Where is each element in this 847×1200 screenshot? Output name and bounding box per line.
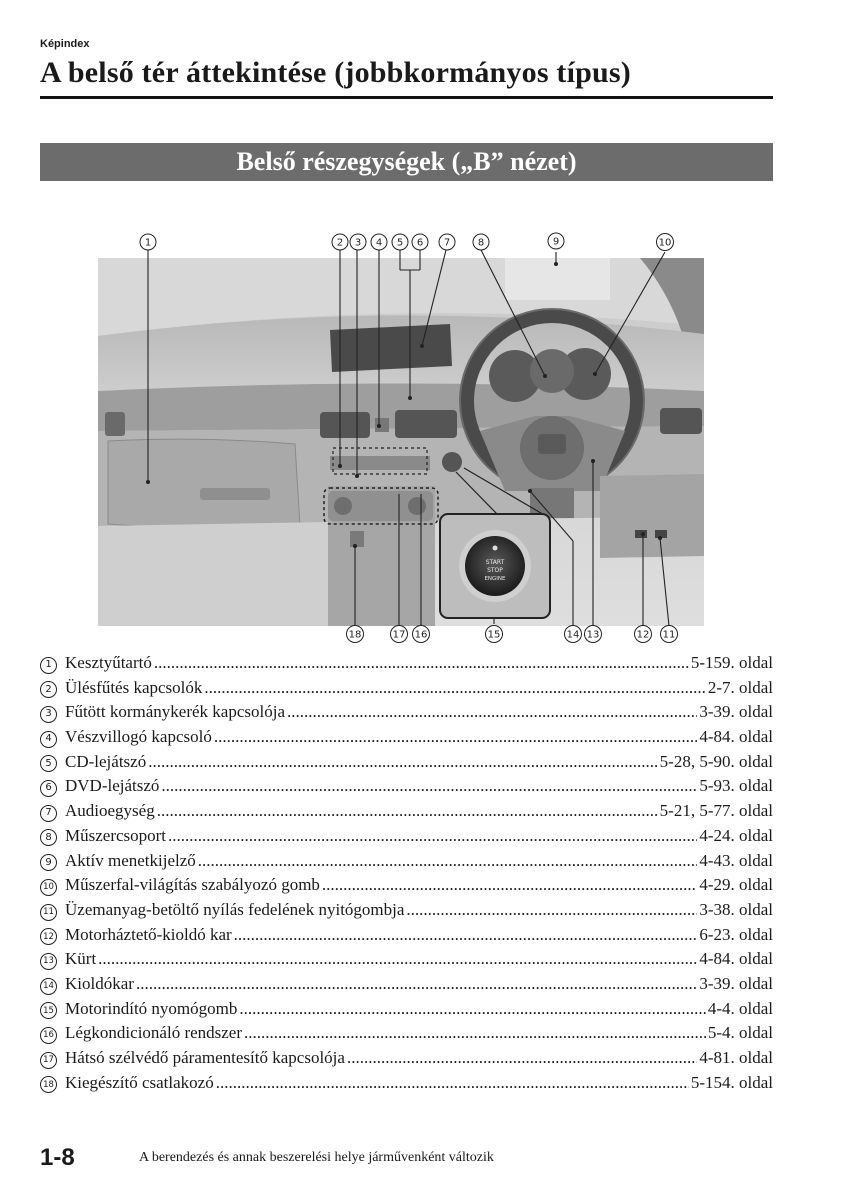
- list-item: [40, 700, 773, 725]
- svg-text:13: 13: [586, 629, 600, 641]
- callout-6: [412, 234, 428, 250]
- list-item: [40, 824, 773, 849]
- item-number: 14: [40, 978, 57, 995]
- dot-leader: [204, 676, 705, 701]
- list-item: [40, 799, 773, 824]
- button-label-stop: STOP: [487, 567, 503, 574]
- title-rule: [40, 96, 773, 99]
- dashboard-drawing: [40, 226, 773, 650]
- list-item: [40, 947, 773, 972]
- item-page-ref: 4-29. oldal: [699, 875, 773, 895]
- item-page-ref: 4-81. oldal: [699, 1048, 773, 1067]
- callout-9: [548, 233, 564, 249]
- dot-leader: [136, 972, 697, 997]
- button-label-start: START: [485, 559, 505, 566]
- item-number: 3: [40, 706, 57, 723]
- svg-text:14: 14: [566, 629, 580, 641]
- dot-leader: [168, 824, 697, 849]
- footer-note: A berendezés és annak beszerelési helye járművenként változik: [139, 1150, 494, 1165]
- item-name: Motorháztető-kioldó kar: [65, 924, 232, 944]
- hazard-switch: [375, 418, 389, 432]
- item-name: CD-lejátszó: [65, 751, 147, 771]
- item-number: 9: [40, 854, 57, 871]
- list-item: [40, 972, 773, 997]
- item-number: 7: [40, 805, 57, 822]
- button-label-engine: ENGINE: [484, 576, 506, 582]
- dot-leader: [234, 923, 698, 948]
- callout-15: [486, 626, 503, 643]
- list-item: [40, 923, 773, 948]
- item-page-ref: 5-93. oldal: [699, 776, 773, 796]
- item-name: DVD-lejátszó: [65, 776, 160, 796]
- item-page-ref: 4-24. oldal: [699, 825, 773, 845]
- item-page-ref: 4-84. oldal: [699, 949, 773, 969]
- item-page-ref: 4-4. oldal: [707, 998, 773, 1018]
- item-number: 4: [40, 731, 57, 748]
- item-name: Kiegészítő csatlakozó: [65, 1072, 214, 1092]
- item-name: Műszercsoport: [65, 825, 167, 845]
- svg-text:7: 7: [443, 237, 451, 249]
- svg-text:2: 2: [336, 237, 344, 249]
- item-page-ref: 5-159. oldal: [690, 653, 773, 672]
- svg-text:16: 16: [414, 629, 428, 641]
- callout-7: [439, 234, 455, 250]
- list-item: [40, 1046, 773, 1071]
- item-number: 15: [40, 1002, 57, 1019]
- svg-text:6: 6: [416, 237, 424, 249]
- svg-text:1: 1: [144, 237, 152, 249]
- callout-5: [392, 234, 408, 250]
- item-page-ref: 3-39. oldal: [699, 973, 773, 993]
- dot-leader: [239, 997, 705, 1022]
- display-screen: [330, 324, 452, 372]
- item-number: 12: [40, 928, 57, 945]
- item-name: Motorindító nyomógomb: [65, 998, 238, 1018]
- svg-text:8: 8: [477, 237, 485, 249]
- item-name: Kesztyűtartó: [65, 653, 152, 672]
- item-name: Audioegység: [65, 801, 155, 821]
- callout-12: [635, 626, 652, 643]
- item-name: Hátsó szélvédő páramentesítő kapcsolója: [65, 1048, 345, 1067]
- right-center-vent: [395, 410, 457, 438]
- list-item: [40, 676, 773, 701]
- dot-leader: [198, 849, 698, 874]
- svg-text:3: 3: [354, 237, 362, 249]
- interior-illustration: [40, 226, 773, 650]
- list-item: [40, 651, 773, 676]
- item-name: Kioldókar: [65, 973, 134, 993]
- item-name: Aktív menetkijelző: [65, 850, 196, 870]
- item-number: 16: [40, 1027, 57, 1044]
- glovebox-handle: [200, 488, 270, 500]
- item-page-ref: 5-21, 5-77. oldal: [659, 801, 773, 821]
- item-name: Ülésfűtés kapcsolók: [65, 677, 203, 697]
- section-label: Képindex: [40, 38, 90, 50]
- callout-2: [332, 234, 348, 250]
- svg-text:18: 18: [348, 629, 362, 641]
- list-item: [40, 898, 773, 923]
- dot-leader: [98, 947, 697, 972]
- dot-leader: [161, 774, 697, 799]
- item-page-ref: 6-23. oldal: [699, 924, 773, 944]
- dot-leader: [406, 898, 697, 923]
- dot-leader: [214, 725, 698, 750]
- accessory-socket: [350, 531, 364, 547]
- start-stop-button: [465, 536, 525, 596]
- left-center-vent: [320, 412, 370, 438]
- dot-leader: [347, 1046, 697, 1071]
- item-number: 11: [40, 904, 57, 921]
- callout-16: [413, 626, 430, 643]
- list-item: [40, 1021, 773, 1046]
- svg-text:5: 5: [396, 237, 404, 249]
- list-item: [40, 997, 773, 1022]
- list-item: [40, 1071, 773, 1096]
- item-page-ref: 4-43. oldal: [699, 850, 773, 870]
- svg-text:9: 9: [552, 236, 560, 248]
- callout-8: [473, 234, 489, 250]
- svg-text:4: 4: [375, 237, 383, 249]
- item-number: 2: [40, 681, 57, 698]
- banner-title: Belső részegységek („B” nézet): [236, 147, 577, 176]
- callout-13: [585, 626, 602, 643]
- dot-leader: [148, 750, 657, 775]
- list-item: [40, 750, 773, 775]
- item-number: 10: [40, 879, 57, 896]
- list-item: [40, 725, 773, 750]
- callout-3: [350, 234, 366, 250]
- item-name: Üzemanyag-betöltő nyílás fedelének nyitógombja: [65, 899, 405, 919]
- page-number: 1-8: [40, 1144, 75, 1171]
- callout-18: [347, 626, 364, 643]
- item-page-ref: 4-84. oldal: [699, 727, 773, 747]
- svg-text:15: 15: [487, 629, 501, 641]
- dot-leader: [157, 799, 658, 824]
- item-page-ref: 3-39. oldal: [699, 702, 773, 722]
- item-number: 17: [40, 1052, 57, 1069]
- list-item: [40, 774, 773, 799]
- dot-leader: [287, 700, 697, 725]
- item-name: Vészvillogó kapcsoló: [65, 727, 212, 747]
- item-page-ref: 3-38. oldal: [699, 899, 773, 919]
- item-name: Műszerfal-világítás szabályozó gomb: [65, 875, 320, 895]
- svg-text:12: 12: [636, 629, 650, 641]
- dot-leader: [322, 873, 697, 898]
- item-name: Légkondicionáló rendszer: [65, 1023, 243, 1043]
- item-name: Fűtött kormánykerék kapcsolója: [65, 702, 286, 722]
- svg-text:17: 17: [392, 629, 406, 641]
- dot-leader: [154, 651, 689, 676]
- section-banner: [40, 143, 773, 181]
- callout-14: [565, 626, 582, 643]
- bottom-callouts: [347, 626, 678, 643]
- svg-text:11: 11: [662, 629, 676, 641]
- parts-list: [40, 651, 773, 1095]
- dot-leader: [216, 1071, 689, 1096]
- list-item: [40, 873, 773, 898]
- callout-17: [391, 626, 408, 643]
- callout-4: [371, 234, 387, 250]
- svg-text:10: 10: [658, 237, 672, 249]
- item-page-ref: 5-154. oldal: [690, 1072, 773, 1092]
- list-item: [40, 849, 773, 874]
- item-name: Kürt: [65, 949, 97, 969]
- callout-1: [140, 234, 156, 250]
- item-page-ref: 5-4. oldal: [707, 1023, 773, 1043]
- dot-leader: [244, 1021, 706, 1046]
- item-number: 18: [40, 1076, 57, 1093]
- item-number: 1: [40, 657, 57, 674]
- item-page-ref: 5-28, 5-90. oldal: [659, 751, 773, 771]
- item-number: 5: [40, 755, 57, 772]
- item-number: 13: [40, 953, 57, 970]
- glovebox: [108, 439, 300, 528]
- start-button-small: [442, 452, 462, 472]
- item-number: 6: [40, 780, 57, 797]
- top-callouts: [140, 233, 674, 251]
- callout-10: [657, 234, 674, 251]
- callout-11: [661, 626, 678, 643]
- item-number: 8: [40, 829, 57, 846]
- item-page-ref: 2-7. oldal: [707, 677, 773, 697]
- page-title: A belső tér áttekintése (jobbkormányos típus): [40, 56, 631, 89]
